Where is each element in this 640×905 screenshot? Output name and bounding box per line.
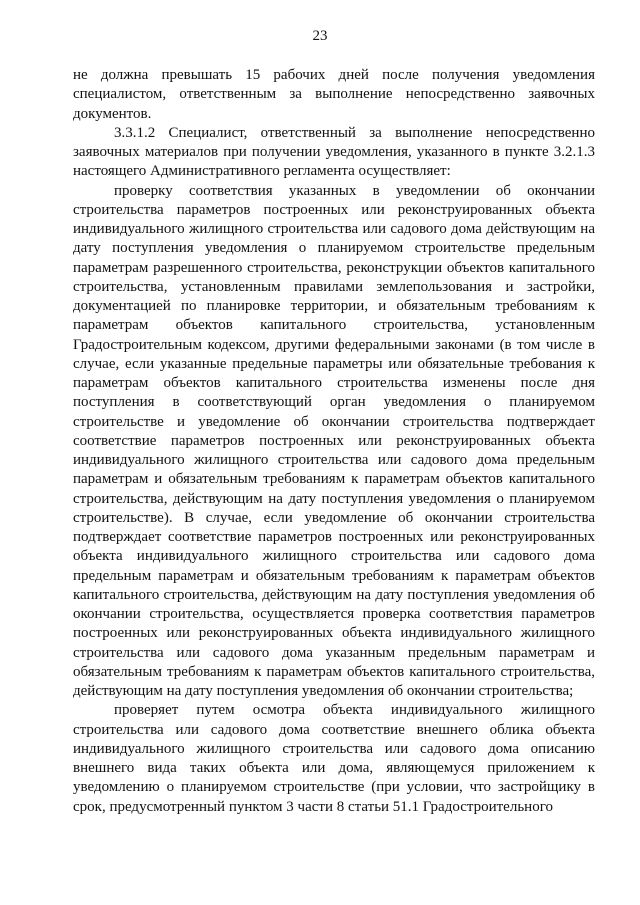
page-number: 23 xyxy=(312,28,328,44)
document-body xyxy=(73,66,595,817)
paragraph-3-3-1-2: 3.3.1.2 Специалист, ответственный за выполнение непосредственно заявочных материалов при получении уведомления, указанного в пункте 3.2.1.3 настоящего Административного регламента осуществляет: xyxy=(73,124,595,180)
paragraph-inspection: проверяет путем осмотра объекта индивидуального жилищного строительства или садового дома соответствие внешнего облика объекта индивидуального жилищного строительства или садового дома описанию внешнего вида таких объекта или дома, являющемуся приложением к уведомлению о планируемом строительстве (при условии, что застройщику в срок, предусмотренный пунктом 3 части 8 статьи 51.1 Градостроительного xyxy=(73,702,595,815)
paragraph-parameter-check: проверку соответствия указанных в уведомлении об окончании строительства параметров построенных или реконструированных объекта индивидуального жилищного строительства или садового дома действующим на дату поступления уведомления о планируемом строительстве предельным параметрам разрешенного строительства, реконструкции объектов капитального строительства, установленным правилами землепользования и застройки, документацией по планировке территории, и обязательным требованиям к параметрам объектов капитального строительства, установленным Градостроительным кодексом, другими федеральными законами (в том числе в случае, если указанные предельные параметры или обязательные требования к параметрам объектов капитального строительства изменены после дня поступления в соответствующий орган уведомления о планируемом строительстве и уведомление об окончании строительства подтверждает соответствие параметров построенных или реконструированных объекта индивидуального жилищного строительства или садового дома предельным параметрам и обязательным требованиям к параметрам объектов капитального строительства, действующим на дату поступления уведомления о планируемом строительстве). В случае, если уведомление об окончании строительства подтверждает соответствие параметров построенных или реконструированных объекта индивидуального жилищного строительства или садового дома предельным параметрам и обязательным требованиям к параметрам объектов капитального строительства, действующим на дату поступления уведомления об окончании строительства, осуществляется проверка соответствия параметров построенных или реконструированных объекта индивидуального жилищного строительства или садового дома указанным предельным параметрам и обязательным требованиям к параметрам объектов капитального строительства, действующим на дату поступления уведомления об окончании строительства; xyxy=(73,182,595,699)
paragraph-continuation: не должна превышать 15 рабочих дней после получения уведомления специалистом, ответственным за выполнение непосредственно заявочных документов. xyxy=(73,67,595,122)
